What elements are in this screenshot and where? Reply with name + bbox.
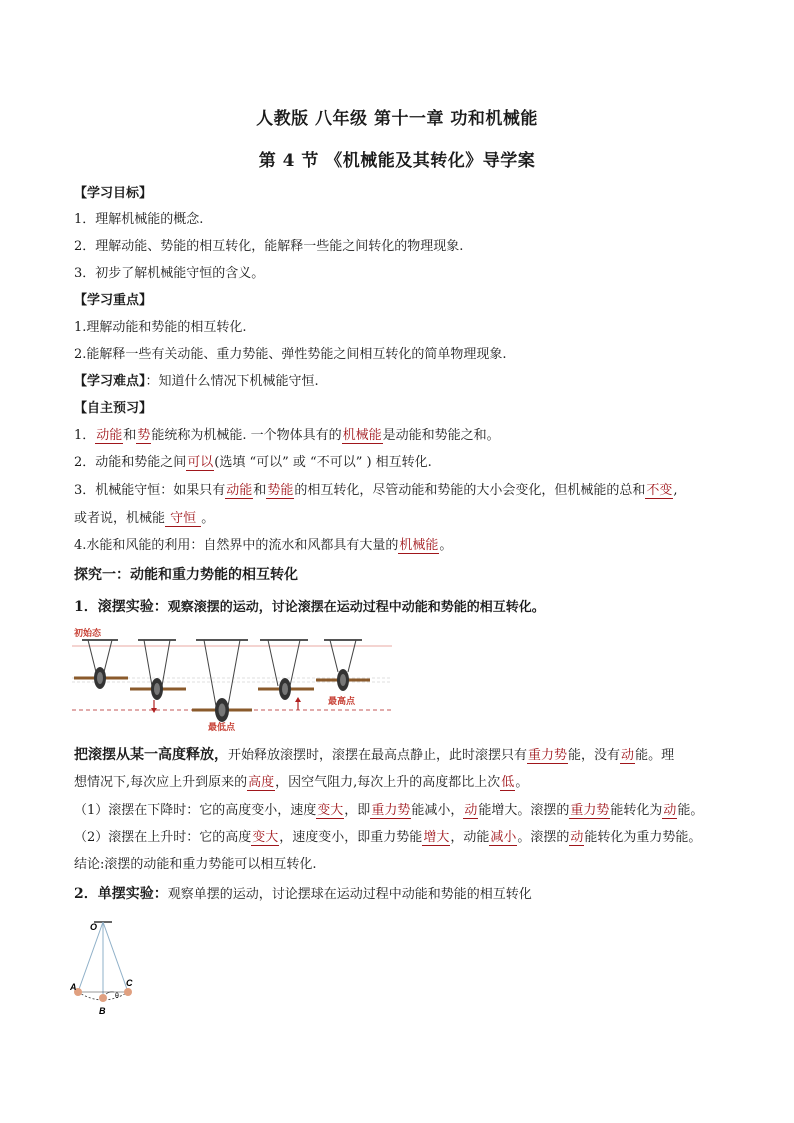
p1b-text: 。 [515, 775, 529, 790]
label-start: 初始态 [74, 628, 102, 638]
goal-item: 2．理解动能、势能的相互转化，能解释一些能之间转化的物理现象. [74, 239, 464, 254]
key-points-heading: 【学习重点】 [74, 293, 153, 308]
q3b-prefix: 或者说，机械能 [74, 511, 166, 526]
answer-blank: 动 [621, 748, 635, 763]
answer-blank: 重力势 [528, 748, 568, 763]
exp1-intro [74, 598, 545, 617]
q4-prefix: 4.水能和风能的利用：自然界中的流水和风都具有大量的 [74, 538, 399, 553]
answer-blank: 动 [464, 803, 478, 818]
exp1-label: 1．滚摆实验： [74, 599, 168, 615]
p2-text: 能。 [677, 803, 704, 818]
q3-text: 的相互转化，尽管动能和势能的大小会变化，但机械能的总和 [294, 483, 646, 498]
exp1-lead: 把滚摆从某一高度释放， [74, 747, 228, 763]
p2-text: 能减小， [411, 803, 464, 818]
answer-blank: 高度 [248, 775, 275, 790]
ascend-line [74, 829, 701, 847]
pendulum-label-a: A [70, 982, 77, 992]
pendulum-label-o: O [90, 922, 98, 932]
wheel-initial [74, 640, 128, 689]
q1-text: 和 [123, 428, 137, 443]
exp1-paragraph [74, 746, 674, 765]
preview-q3 [74, 482, 678, 500]
p2-text: （1）滚摆在下降时：它的高度变小，速度 [74, 803, 317, 818]
pendulum-label-theta: θ [115, 993, 119, 1000]
answer-blank: 增大 [423, 830, 450, 845]
p3-text: 能转化为重力势能。 [584, 830, 702, 845]
wheel-ascending [258, 640, 314, 710]
answer-blank: 守恒 [166, 511, 201, 526]
goals-heading: 【学习目标】 [74, 186, 153, 201]
p1b-text: 想情况下,每次应上升到原来的 [74, 775, 248, 790]
answer-blank: 势 [137, 428, 151, 443]
pendulum-label-b: B [99, 1006, 106, 1016]
answer-blank: 低 [501, 775, 515, 790]
answer-blank: 动能 [226, 483, 253, 498]
difficulty-heading: 【学习难点】 [74, 374, 146, 389]
p1-text: 开始释放滚摆时，滚摆在最高点静止，此时滚摆只有 [228, 748, 528, 763]
q4-suffix: 。 [439, 538, 453, 553]
exp2-intro [74, 885, 532, 904]
exp1-paragraph-cont [74, 774, 528, 792]
p3-text: （2）滚摆在上升时：它的高度 [74, 830, 252, 845]
answer-blank: 减小 [490, 830, 517, 845]
p2-text: ，即 [344, 803, 371, 818]
p1b-text: ，因空气阻力,每次上升的高度都比上次 [275, 775, 501, 790]
answer-blank: 变大 [252, 830, 279, 845]
label-highest: 最高点 [328, 696, 356, 706]
answer-blank: 机械能 [342, 428, 382, 443]
p1-text: 能，没有 [568, 748, 621, 763]
p1-text: 能。理 [635, 748, 675, 763]
p3-text: 。滚摆的 [517, 830, 570, 845]
answer-blank: 变大 [317, 803, 344, 818]
difficulty-line [74, 373, 319, 391]
q1-text: 能统称为机械能. 一个物体具有的 [151, 428, 342, 443]
answer-blank: 重力势 [371, 803, 411, 818]
maxwell-wheel-figure [72, 626, 392, 734]
answer-blank: 动 [663, 803, 677, 818]
document-title: 人教版 八年级 第十一章 功和机械能 [256, 109, 538, 129]
goal-item: 3．初步了解机械能守恒的含义。 [74, 266, 265, 281]
q2-prefix: 2．动能和势能之间 [74, 455, 187, 470]
wheel-lowest [192, 640, 252, 722]
q3-prefix: 3．机械能守恒：如果只有 [74, 483, 226, 498]
descend-line [74, 802, 703, 820]
conclusion: 结论:滚摆的动能和重力势能可以相互转化. [74, 857, 317, 872]
preview-q2 [74, 454, 432, 472]
p3-text: ，速度变小，即重力势能 [279, 830, 423, 845]
q1-prefix: 1． [74, 428, 96, 443]
goal-item: 1．理解机械能的概念. [74, 212, 204, 227]
key-point-item: 1.理解动能和势能的相互转化. [74, 320, 247, 335]
p3-text: ，动能 [450, 830, 490, 845]
pendulum-figure [70, 916, 150, 1024]
p2-text: 能转化为 [610, 803, 663, 818]
document-subtitle: 第 4 节 《机械能及其转化》导学案 [258, 151, 536, 171]
preview-heading: 【自主预习】 [74, 401, 153, 416]
label-lowest: 最低点 [208, 722, 236, 732]
q3-text: 和 [253, 483, 267, 498]
pendulum-label-c: C [126, 978, 133, 988]
wheel-highest [316, 640, 370, 691]
explore1-heading: 探究一：动能和重力势能的相互转化 [74, 567, 298, 583]
preview-q3b [74, 510, 214, 528]
answer-blank: 势能 [267, 483, 294, 498]
answer-blank: 动 [570, 830, 584, 845]
answer-blank: 可以 [187, 455, 214, 470]
preview-q1 [74, 427, 500, 445]
exp1-text: 观察滚摆的运动，讨论滚摆在运动过程中动能和势能的相互转化。 [167, 600, 545, 615]
answer-blank: 动能 [96, 428, 123, 443]
preview-q4 [74, 537, 452, 555]
q3b-suffix: 。 [201, 511, 215, 526]
answer-blank: 不变 [646, 483, 673, 498]
q1-suffix: 是动能和势能之和。 [382, 428, 500, 443]
difficulty-text: ：知道什么情况下机械能守恒. [145, 374, 319, 389]
exp2-label: 2．单摆实验： [74, 886, 168, 902]
q2-suffix: (选填 “可以” 或 “不可以” ) 相互转化. [214, 455, 432, 470]
key-point-item: 2.能解释一些有关动能、重力势能、弹性势能之间相互转化的简单物理现象. [74, 347, 507, 362]
answer-blank: 重力势 [570, 803, 610, 818]
q3-suffix: , [673, 483, 678, 498]
exp2-text: 观察单摆的运动，讨论摆球在运动过程中动能和势能的相互转化 [167, 887, 532, 902]
answer-blank: 机械能 [399, 538, 439, 553]
p2-text: 能增大。滚摆的 [478, 803, 570, 818]
wheel-descending [130, 640, 186, 713]
